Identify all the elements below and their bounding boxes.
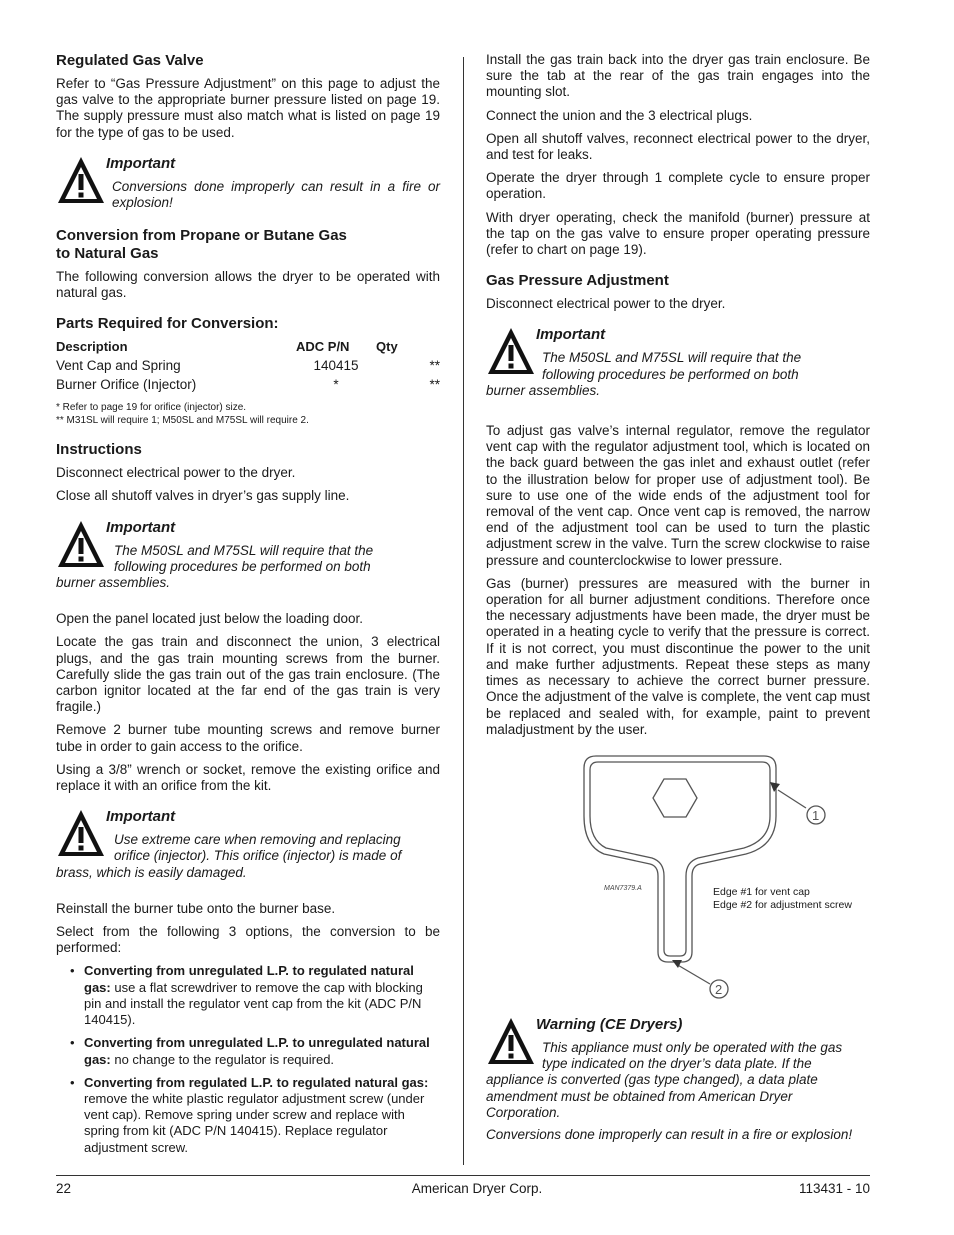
column-divider (463, 57, 464, 1165)
important-text: The M50SL and M75SL will require that the (542, 350, 802, 366)
callout-number: 1 (812, 807, 820, 823)
list-item (56, 1075, 440, 1156)
important-text: brass, which is easily damaged. (56, 864, 247, 880)
parts-table (56, 339, 440, 394)
paragraph: Disconnect electrical power to the dryer. (486, 296, 726, 312)
column-header: Qty (376, 339, 398, 355)
paragraph: Connect the union and the 3 electrical plugs. (486, 107, 753, 123)
important-notice (56, 808, 440, 881)
table-cell: ** (429, 358, 440, 374)
footnotes (56, 402, 440, 427)
figure-caption (713, 886, 852, 912)
warning-title: Warning (CE Dryers) (536, 1015, 683, 1033)
paragraph: Install the gas train back into the dryer gas train enclosure. Be sure the tab at the rear of the gas train engages into the mounting slot. (486, 52, 870, 100)
paragraph: Refer to “Gas Pressure Adjustment” on this page to adjust the gas valve to the appropriate burner pressure listed on page 19. The supply pressure must also match what is listed on page 19 for the type of gas to be used. (56, 76, 440, 140)
warning-triangle-icon (486, 326, 536, 376)
column-header: ADC P/N (296, 339, 350, 355)
paragraph: With dryer operating, check the manifold (burner) pressure at the tap on the gas valve to ensure proper operating pressure (refer to chart on page 19). (486, 209, 870, 258)
paragraph: Operate the dryer through 1 complete cycle to ensure proper operation. (486, 170, 870, 202)
section-heading: to Natural Gas (56, 244, 159, 262)
table-header-row (56, 339, 440, 356)
figure-code: MAN7379.A (604, 884, 642, 892)
paragraph: Disconnect electrical power to the dryer. (56, 465, 296, 481)
table-cell: ** (429, 377, 440, 393)
important-title: Important (106, 154, 176, 172)
warning-triangle-icon (56, 519, 106, 569)
section-heading: Gas Pressure Adjustment (486, 272, 669, 290)
paragraph: To adjust gas valve’s internal regulator, remove the regulator vent cap with the regulator adjustment tool, which is located on the back guard between the gas inlet and exhaust outlet (refer to the illustration below for proper use of adjustment tool). Be sure to use one of the wide ends of the adjustment tool for removal of the vent cap. Once vent cap is removed, the narrow end of the adjustment tool can be used to turn the plastic adjustment screw in the valve. Turn the screw clockwise to raise pressure and counterclockwise to lower pressure. (486, 423, 870, 568)
table-cell: 140415 (313, 358, 359, 374)
important-text: following procedures be performed on both (114, 558, 371, 574)
adjustment-tool-figure (486, 754, 870, 1004)
paragraph: The following conversion allows the dryer to be operated with natural gas. (56, 268, 440, 301)
important-text: burner assemblies. (56, 575, 171, 591)
option-title: Converting from unregulated L.P. to regulated natural gas: (84, 963, 414, 995)
paragraph: Select from the following 3 options, the conversion to be performed: (56, 924, 440, 956)
important-text: Conversions done improperly can result in a fire or explosion! (112, 178, 440, 211)
important-title: Important (106, 518, 176, 536)
paragraph: Remove 2 burner tube mounting screws and remove burner tube in order to gain access to the orifice. (56, 722, 440, 754)
important-notice (56, 519, 440, 592)
caption-line: Edge #2 for adjustment screw (713, 898, 852, 911)
important-text: Use extreme care when removing and replacing (114, 832, 401, 848)
callout-number: 2 (715, 981, 723, 997)
footer-rule (56, 1175, 870, 1176)
important-text: burner assemblies. (486, 382, 601, 398)
paragraph: Using a 3/8” wrench or socket, remove the existing orifice and replace it with an orifice from the kit. (56, 761, 440, 794)
warning-triangle-icon (486, 1016, 536, 1066)
table-row (56, 356, 440, 375)
list-item (56, 1035, 440, 1067)
warning-text: Conversions done improperly can result in a fire or explosion! (486, 1126, 853, 1142)
section-heading: Parts Required for Conversion: (56, 315, 279, 333)
right-column (486, 52, 870, 1143)
option-text: no change to the regulator is required. (110, 1051, 335, 1067)
important-title: Important (536, 326, 606, 344)
list-item (56, 963, 440, 1028)
section-heading: Conversion from Propane or Butane Gas (56, 226, 347, 244)
important-text: The M50SL and M75SL will require that the (114, 542, 374, 558)
left-column (56, 52, 440, 1163)
paragraph: Gas (burner) pressures are measured with the burner in operation for all burner adjustment conditions. Therefore once the necessary adjustments have been made, the dryer must be operated in a heating cycle to verify that the pressure is correct. If it is not correct, you must discontinue the power to the unit and make further adjustments. Repeat these steps as many times as necessary to achieve the correct burner pressure. Once the adjustment of the valve is complete, the vent cap must be replaced and sealed with, for example, paint to prevent maladjustment by the user. (486, 575, 870, 737)
footer-company: American Dryer Corp. (411, 1181, 543, 1196)
paragraph: Open the panel located just below the loading door. (56, 611, 363, 627)
warning-triangle-icon (56, 808, 106, 858)
option-title: Converting from unregulated L.P. to unregulated natural gas: (84, 1035, 430, 1067)
document-number: 113431 - 10 (798, 1181, 870, 1196)
paragraph: Locate the gas train and disconnect the union, 3 electrical plugs, and the gas train mounting screws from the burner. Carefully slide the gas train out of the gas train enclosure. (The carbon ignitor located at the far end of the gas train is very fragile.) (56, 634, 440, 715)
warning-text: This appliance must only be operated with the gas (542, 1039, 843, 1055)
option-text: use a flat screwdriver to remove the cap with blocking pin and install the regulator vent cap from the kit (ADC P/N 140415). (84, 979, 423, 1028)
paragraph: Reinstall the burner tube onto the burner base. (56, 900, 336, 916)
important-title: Important (106, 808, 176, 826)
option-text: remove the white plastic regulator adjustment screw (under vent cap). Remove spring under screw and replace with spring from kit (ADC P/N 140415). Replace regulator adjustment screw. (84, 1090, 425, 1155)
section-heading: Instructions (56, 441, 142, 459)
page-number: 22 (56, 1181, 72, 1196)
warning-text: type indicated on the dryer’s data plate. If the (542, 1056, 812, 1072)
important-notice (56, 155, 440, 213)
warning-notice (486, 1016, 870, 1143)
section-heading: Regulated Gas Valve (56, 52, 204, 69)
paragraph: Open all shutoff valves, reconnect electrical power to the dryer, and test for leaks. (486, 130, 870, 163)
option-title: Converting from regulated L.P. to regulated natural gas: (84, 1074, 429, 1090)
important-text: following procedures be performed on both (542, 366, 799, 382)
table-row (56, 375, 440, 394)
table-cell: Burner Orifice (Injector) (56, 377, 197, 393)
paragraph: Close all shutoff valves in dryer’s gas supply line. (56, 488, 350, 504)
column-header: Description (56, 339, 128, 355)
footnote: ** M31SL will require 1; M50SL and M75SL will require 2. (56, 414, 309, 426)
footnote: * Refer to page 19 for orifice (injector) size. (56, 402, 247, 414)
important-notice (486, 326, 870, 399)
warning-triangle-icon (56, 155, 106, 205)
table-cell: Vent Cap and Spring (56, 358, 181, 374)
warning-text: appliance is converted (gas type changed), a data plate amendment must be obtained from American Dryer Corporation. (486, 1072, 818, 1120)
important-text: orifice (injector). This orifice (injector) is made of (114, 848, 402, 864)
table-cell: * (333, 377, 339, 393)
conversion-options-list (56, 963, 440, 1155)
caption-line: Edge #1 for vent cap (713, 885, 810, 898)
adjustment-tool-illustration (486, 754, 870, 1004)
